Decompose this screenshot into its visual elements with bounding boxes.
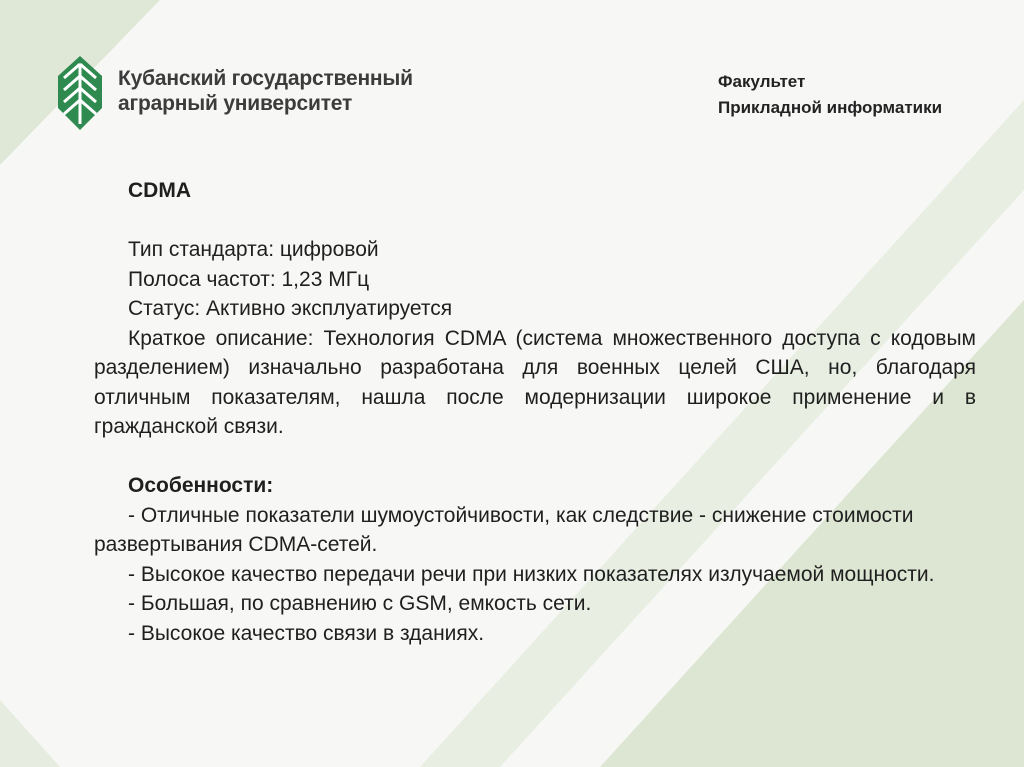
faculty-name xyxy=(718,69,942,121)
university-name xyxy=(118,66,413,116)
status: Статус: Активно эксплуатируется xyxy=(128,297,453,320)
university-logo-icon xyxy=(58,56,102,130)
frequency-band: Полоса частот: 1,23 МГц xyxy=(128,267,370,291)
university-name-line1: Кубанский государственный xyxy=(118,67,413,90)
slide-content xyxy=(94,176,976,648)
feature-item: - Большая, по сравнению с GSM, емкость сети. xyxy=(128,592,592,615)
feature-item: - Отличные показатели шумоустойчивости, как следствие - снижение стоимости развертывания CDMA-сетей. xyxy=(94,503,914,556)
standard-type: Тип стандарта: цифровой xyxy=(128,238,379,261)
feature-item: - Высокое качество передачи речи при низких показателях излучаемой мощности. xyxy=(128,562,935,586)
description: Краткое описание: Технология CDMA (система множественного доступа с кодовым разделением) изначально разработана для военных целей США, но, благодаря отличным показателям, нашла после модернизации широкое применение и в гражданской связи. xyxy=(94,326,976,438)
features-heading: Особенности: xyxy=(128,474,274,497)
university-name-line2: аграрный университет xyxy=(118,92,353,115)
faculty-line2: Прикладной информатики xyxy=(718,98,943,117)
faculty-line1: Факультет xyxy=(718,72,806,91)
feature-item: - Высокое качество связи в зданиях. xyxy=(128,621,485,645)
content-title: CDMA xyxy=(128,179,191,202)
